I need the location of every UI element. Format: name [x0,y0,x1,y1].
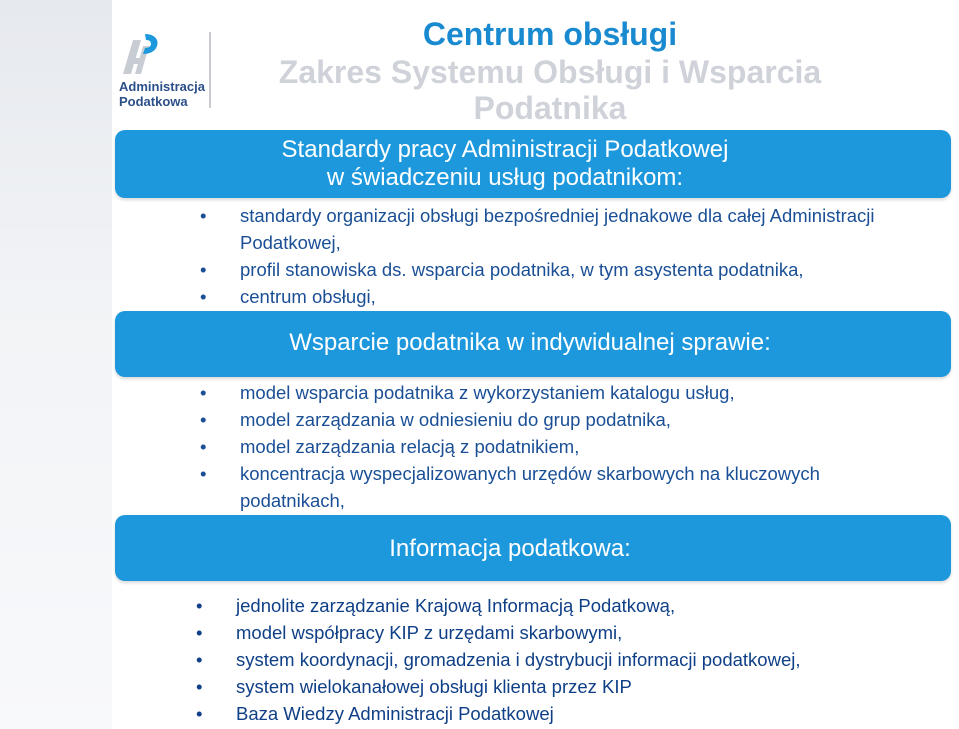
section-heading [225,130,785,192]
bullet-icon: • [200,463,207,484]
section-header-tax-information [115,515,951,581]
section-heading: Wsparcie podatnika w indywidualnej sprawie: [289,329,771,356]
list-item [200,283,920,310]
list-item-text: centrum obsługi, [240,286,376,307]
logo-line-1: Administracja [119,79,205,94]
section-header-support [115,311,951,377]
list-item [200,460,920,514]
tax-information-list [196,592,926,727]
list-item-text: jednolite zarządzanie Krajową Informacją Podatkową, [236,595,676,616]
support-list [200,379,920,514]
bullet-icon: • [200,409,207,430]
list-item [200,379,920,406]
list-item-text: standardy organizacji obsługi bezpośredniej jednakowe dla całej Administracji Podatkowej, [240,205,875,253]
section-heading-line-2: w świadczeniu usług podatnikom: [326,164,684,191]
logo-line-2: Podatkowa [119,94,188,109]
list-item [200,406,920,433]
left-decorative-band [0,0,112,729]
slide-title [270,14,830,126]
list-item-text: model wsparcia podatnika z wykorzystaniem katalogu usług, [240,382,735,403]
list-item [200,202,920,256]
list-item [196,592,926,619]
bullet-icon: • [200,286,207,307]
section-heading: Informacja podatkowa: [389,535,631,562]
list-item-text: model współpracy KIP z urzędami skarbowymi, [236,622,623,643]
bullet-icon: • [196,676,203,697]
list-item [200,433,920,460]
title-main: Centrum obsługi [422,16,678,52]
section-heading-line-1: Standardy pracy Administracji Podatkowej [281,136,729,163]
list-item [200,256,920,283]
bullet-icon: • [200,382,207,403]
section-header-standards [115,130,951,198]
list-item [196,619,926,646]
bullet-icon: • [196,595,203,616]
logo-text [119,79,205,109]
list-item-text: system koordynacji, gromadzenia i dystrybucji informacji podatkowej, [236,649,801,670]
logo-divider [209,32,211,108]
list-item-text: Baza Wiedzy Administracji Podatkowej [236,703,554,724]
list-item-text: system wielokanałowej obsługi klienta przez KIP [236,676,632,697]
list-item [196,700,926,727]
bullet-icon: • [200,205,207,226]
list-item-text: model zarządzania relacją z podatnikiem, [240,436,580,457]
bullet-icon: • [196,703,203,724]
list-item-text: profil stanowiska ds. wsparcia podatnika, w tym asystenta podatnika, [240,259,804,280]
bullet-icon: • [200,436,207,457]
list-item-text: model zarządzania w odniesieniu do grup podatnika, [240,409,671,430]
title-subtitle: Zakres Systemu Obsługi i Wsparcia Podatnika [278,54,822,126]
list-item [196,673,926,700]
bullet-icon: • [196,622,203,643]
bullet-icon: • [196,649,203,670]
standards-list [200,202,920,310]
bullet-icon: • [200,259,207,280]
list-item-text: koncentracja wyspecjalizowanych urzędów skarbowych na kluczowych podatnikach, [240,463,820,511]
list-item [196,646,926,673]
ap-logo-icon [115,30,215,80]
